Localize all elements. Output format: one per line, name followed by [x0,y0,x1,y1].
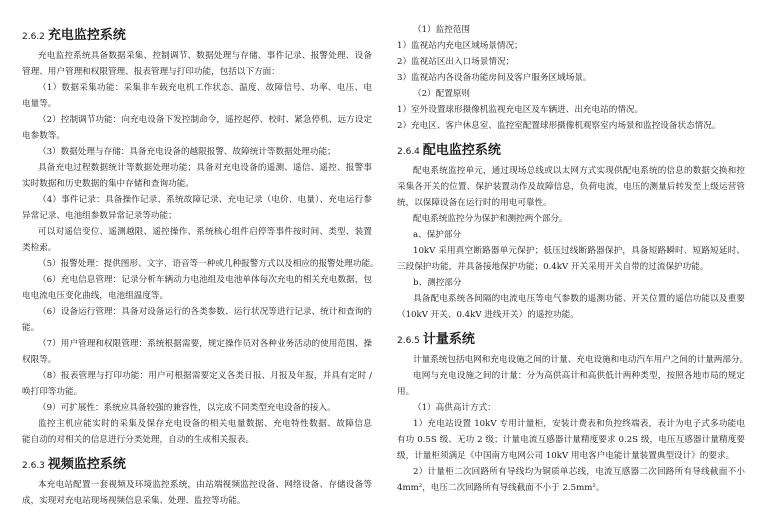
text-line: （6）设备运行管理：具备对设备运行的各类参数、运行状况等进行记录、统计和查询的 [38,307,372,317]
paragraph [22,144,372,160]
text-line: （1）高供高计方式： [413,403,496,413]
text-line: 10kV 采用真空断路器单元保护；低压过线断路器保护，具备短路瞬时、短路短延时、 [413,246,745,256]
paragraph [22,272,372,304]
text-line: 配电系统监控分为保护和测控两个部分。 [413,214,568,224]
text-line: 配电系统监控单元，通过现场总线或以太网方式实现供配电系统的信息的数据交换和控 [413,166,745,176]
text-line: 监控主机应能实时的采集及保存充电设备的相关电量数据、充电特性数据、故障信息 [38,419,372,429]
text-line: 4mm²，电压二次回路所有导线截面不小于 2.5mm²。 [397,483,605,493]
paragraph [397,163,745,211]
text-line: 1）监视站内充电区域场景情况； [397,41,523,51]
text-line: 用。 [397,387,415,397]
text-line: 统，以保障设备在运行时的用电可靠性。 [397,198,552,208]
text-line: 电电流电压变化曲线，电池组温度等。 [22,291,169,301]
text-line: 可以对遥信变位、遥测越限、遥控操作、系统核心组件启停等事件按时间、类型、装置 [38,227,372,237]
text-line: 电量等。 [22,99,57,109]
text-line: （7）用户管理和权限管理：系统根据需要，规定操作员对各种业务活动的使用范围、操 [38,339,372,349]
text-line: （9）可扩展性：系统应具备较强的兼容性，以完成不同类型充电设备的接入。 [38,403,336,413]
paragraph [397,464,745,496]
paragraph [397,291,745,323]
text-line: 有功 0.5S 级、无功 2 级；计量电流互感器计量精度要求 0.2S 级，电压互感器计量精度要 [397,435,745,445]
paragraph [397,275,745,291]
text-line: 能。 [22,323,40,333]
paragraph [397,211,745,227]
paragraph [22,192,372,224]
text-line: 异常记录、电池组参数异常记录等功能； [22,211,177,221]
right-column [397,22,749,496]
text-line: 类检索。 [22,243,57,253]
text-line: 2）充电区、客户休息室、监控室配置球形摄像机观察室内场景和监控设备状态情况。 [397,121,721,131]
text-line: 2）计量柜二次回路所有导线均为铜质单芯线，电流互感器二次回路所有导线截面不小 [413,467,745,477]
text-line: 能自动的对相关的信息进行分类处理，自动的生成相关报表。 [22,435,255,445]
text-line: 具备充电过程数据统计等数据处理功能；具备对充电设备的遥测、遥信、遥控、报警事 [38,163,372,173]
text-line: 具备配电系统各间隔的电流电压等电气参数的遥测功能、开关位置的遥信功能以及重要 [413,294,745,304]
section-heading [397,323,745,352]
text-line: 计量系统包括电网和充电设施之间的计量、充电设施和电动汽车用户之间的计量两部分。 [413,355,749,365]
text-line: 2）监视站区出入口场景情况； [397,57,515,67]
section-title: 计量系统 [422,332,475,347]
paragraph [397,368,745,400]
text-line: 管理、用户管理和权限管理、报表管理与打印功能，包括以下方面： [22,67,280,77]
paragraph [397,54,745,70]
text-line: 采集各开关的位置、保护装置动作及故障信息，负荷电流，电压的测量后转发至上级运营管 [397,182,745,192]
text-line: （3）数据处理与存储：具备充电设备的越限报警、故障统计等数据处理功能； [38,147,336,157]
text-line: （6）充电信息管理：记录分析车辆动力电池组及电池单体每次充电的相关充电数据，包 [38,275,372,285]
text-line: 本充电站配置一套视频及环境监控系统，由站端视频监控设备、网络设备、存储设备等 [38,480,372,490]
paragraph [397,70,745,86]
paragraph [22,256,379,272]
paragraph [22,304,372,336]
section-heading [22,448,372,477]
text-line: 3）监视站内各设备功能房间及客户服务区域场景。 [397,73,592,83]
paragraph [22,416,372,448]
text-line: 充电监控系统具备数据采集、控制调节、数据处理与存储、事件记录、报警处理、设备 [38,51,372,61]
paragraph [397,243,745,275]
section-heading [397,134,745,163]
paragraph [22,112,372,144]
paragraph [22,336,372,368]
text-line: 电网与充电设施之间的计量：分为高供高计和高供低计两种类型，按照各地市局的规定 [413,371,745,381]
text-line: （1）数据采集功能：采集非车载充电机工作状态、温度、故障信号、功率、电压、电 [38,83,372,93]
paragraph [22,48,372,80]
text-line: （2）控制调节功能：向充电设备下发控制命令，遥控起停、校时、紧急停机、远方设定 [38,115,372,125]
text-line: 电参数等。 [22,131,65,141]
text-line: （4）事件记录：具备操作记录、系统故障记录、充电记录（电价、电量）、充电运行参 [38,195,372,205]
paragraph [397,118,745,134]
text-line: （2）配置原则 [413,89,471,99]
text-line: a、保护部分 [413,230,462,240]
paragraph [397,416,745,464]
paragraph [22,160,372,192]
paragraph [397,86,745,102]
paragraph [22,224,372,256]
text-line: 成，实现对充电站现场视频信息采集、处理、监控等功能。 [22,496,246,506]
paragraph [22,368,372,400]
left-column [22,19,379,509]
section-title: 充电监控系统 [47,28,126,43]
text-line: 级，计量柜须满足《中国南方电网公司 10kV 用电客户电能计量装置典型设计》的要求。 [397,451,735,461]
section-title: 配电监控系统 [422,143,501,158]
paragraph [22,400,372,416]
paragraph [397,400,745,416]
paragraph [22,477,372,509]
text-line: 权限等。 [22,355,57,365]
text-line: 1）充电站设置 10kV 专用计量柜，安装计费表和负控终端表，表计为电子式多功能电 [413,419,745,429]
paragraph [397,38,745,54]
paragraph [397,102,745,118]
paragraph [22,80,372,112]
paragraph [397,22,745,38]
text-line: 实时数据和历史数据的集中存储和查询功能。 [22,179,194,189]
paragraph [397,352,749,368]
text-line: 唤打印等功能。 [22,387,83,397]
text-line: （8）报表管理与打印功能：用户可根据需要定义各类日报、月报及年报，并具有定时 / [38,371,372,381]
text-line: b、测控部分 [413,278,462,288]
text-line: （10kV 开关、0.4kV 进线开关）的遥控功能。 [397,310,579,320]
section-heading [22,19,372,48]
text-line: 三段保护功能，并具备接地保护功能；0.4kV 开关采用开关自带的过流保护功能。 [397,262,709,272]
text-line: （1）监控范围 [413,25,471,35]
text-line: （5）报警处理：提供图形、文字、语音等一种或几种报警方式以及相应的报警处理功能。 [38,259,379,269]
section-number: 2.6.4 [397,147,420,157]
section-number: 2.6.5 [397,336,420,346]
section-number: 2.6.2 [22,32,45,42]
text-line: 1）室外设置球形摄像机监视充电区及车辆进、出充电站的情况。 [397,105,644,115]
section-title: 视频监控系统 [47,457,126,472]
section-number: 2.6.3 [22,461,45,471]
paragraph [397,227,745,243]
